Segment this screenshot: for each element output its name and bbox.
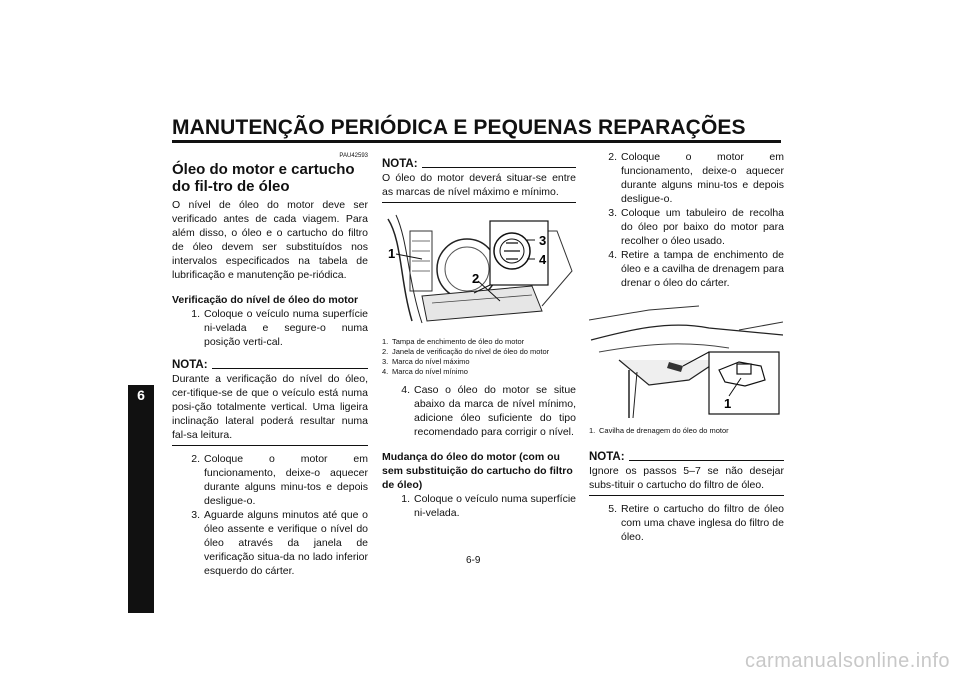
note-header (589, 450, 784, 464)
step-number: 4. (608, 249, 617, 261)
step-text: Aguarde alguns minutos até que o óleo assente e verifique o nível do óleo através da janela de verificação situa-da no lado inferior esquerdo do cárter. (204, 509, 368, 577)
watermark: carmanualsonline.info (744, 650, 950, 672)
step-text: Retire a tampa de enchimento de óleo e a cavilha de drenagem para drenar o óleo do cárter. (621, 249, 784, 289)
figure-captions (382, 337, 576, 377)
column-1 (172, 150, 368, 578)
page-title: MANUTENÇÃO PERIÓDICA E PEQUENAS REPARAÇÕES (172, 116, 746, 139)
figure-label-1: 1 (724, 396, 732, 411)
step-text: Retire o cartucho do filtro de óleo com uma chave inglesa do filtro de óleo. (621, 503, 784, 543)
caption-item (382, 367, 576, 377)
intro-paragraph: O nível de óleo do motor deve ser verificado antes de cada viagem. Para além disso, o óleo e o cartucho do filtro de óleo devem ser substituídos nos intervalos especificados na tabela de lubrificação e manutenção pe-riódica. (172, 199, 368, 281)
step-2 (172, 452, 368, 508)
subhead-oil-change: Mudança do óleo do motor (com ou sem substituição do cartucho do filtro de óleo) (382, 451, 573, 491)
chapter-number: 6 (137, 387, 145, 403)
step-number: 2. (608, 151, 617, 163)
step-text: Coloque o motor em funcionamento, deixe-o aquecer durante alguns minu-tos e depois desligue-o. (204, 453, 368, 507)
note-block (382, 157, 576, 203)
caption-text: Janela de verificação do nível de óleo do motor (392, 347, 550, 356)
caption-item (382, 337, 576, 347)
note-text: Ignore os passos 5–7 se não desejar subs-tituir o cartucho do filtro de óleo. (589, 465, 784, 491)
figure-captions (589, 426, 784, 436)
step-text: Coloque um tabuleiro de recolha do óleo por baixo do motor para recolher o óleo usado. (621, 207, 784, 247)
note-end-rule (382, 202, 576, 203)
note-rule (212, 368, 368, 369)
note-label: NOTA: (172, 359, 208, 371)
step-number: 4. (401, 384, 410, 396)
step-text: Coloque o motor em funcionamento, deixe-o aquecer durante alguns minu-tos e depois desligue-o. (621, 151, 784, 205)
caption-number: 1. (589, 426, 596, 435)
step-2 (589, 150, 784, 206)
engine-illustration (382, 211, 576, 329)
note-text: Durante a verificação do nível do óleo, cer-tifique-se de que o veículo está numa posi-ção totalmente vertical. Uma ligeira inclinação lateral poderá resultar numa fal-sa leitura. (172, 373, 368, 441)
step-number: 3. (608, 207, 617, 219)
caption-text: Marca do nível mínimo (392, 367, 468, 376)
note-block (172, 358, 368, 446)
step-text: Coloque o veículo numa superfície ni-velada. (414, 493, 576, 519)
section-title: Óleo do motor e cartucho do fil-tro de óleo (172, 161, 355, 195)
note-header (382, 157, 576, 171)
step-4 (589, 248, 784, 290)
step-number: 3. (191, 509, 200, 521)
step-4 (382, 383, 576, 439)
caption-number: 4. (382, 367, 389, 376)
note-label: NOTA: (589, 451, 625, 463)
note-end-rule (589, 495, 784, 496)
caption-text: Marca do nível máximo (392, 357, 470, 366)
note-rule (629, 460, 784, 461)
section-code: PAU42593 (339, 153, 368, 159)
drain-bolt-figure (589, 300, 784, 422)
note-label: NOTA: (382, 158, 418, 170)
step-number: 1. (401, 493, 410, 505)
chapter-tab[interactable] (128, 385, 154, 613)
caption-item (589, 426, 784, 436)
note-text: O óleo do motor deverá situar-se entre as marcas de nível máximo e mínimo. (382, 172, 576, 198)
note-end-rule (172, 445, 368, 446)
column-3 (589, 150, 784, 544)
step-5 (589, 502, 784, 544)
figure-label-2: 2 (472, 271, 480, 286)
step-number: 5. (608, 503, 617, 515)
step-1 (382, 492, 576, 520)
caption-number: 2. (382, 347, 389, 356)
caption-text: Tampa de enchimento de óleo do motor (392, 337, 525, 346)
note-header (172, 358, 368, 372)
note-rule (422, 167, 576, 168)
header-rule (172, 140, 781, 143)
drain-illustration (589, 300, 783, 418)
figure-label-1: 1 (388, 246, 396, 261)
step-1 (172, 307, 368, 349)
note-block (589, 450, 784, 496)
step-text: Coloque o veículo numa superfície ni-velada e segure-o numa posição verti-cal. (204, 308, 368, 348)
figure-label-3: 3 (539, 233, 547, 248)
step-3 (589, 206, 784, 248)
caption-item (382, 357, 576, 367)
caption-number: 3. (382, 357, 389, 366)
caption-text: Cavilha de drenagem do óleo do motor (599, 426, 729, 435)
step-text: Caso o óleo do motor se situe abaixo da marca de nível mínimo, adicione óleo suficiente do tipo recomendado para corrigir o nível. (414, 384, 576, 438)
step-number: 1. (191, 308, 200, 320)
engine-oil-figure (382, 211, 576, 333)
step-number: 2. (191, 453, 200, 465)
figure-label-4: 4 (539, 252, 547, 267)
column-2 (382, 157, 576, 520)
caption-number: 1. (382, 337, 389, 346)
step-3 (172, 508, 368, 578)
page-number: 6-9 (466, 555, 481, 566)
caption-item (382, 347, 576, 357)
subhead-check-level: Verificação do nível de óleo do motor (172, 294, 359, 306)
